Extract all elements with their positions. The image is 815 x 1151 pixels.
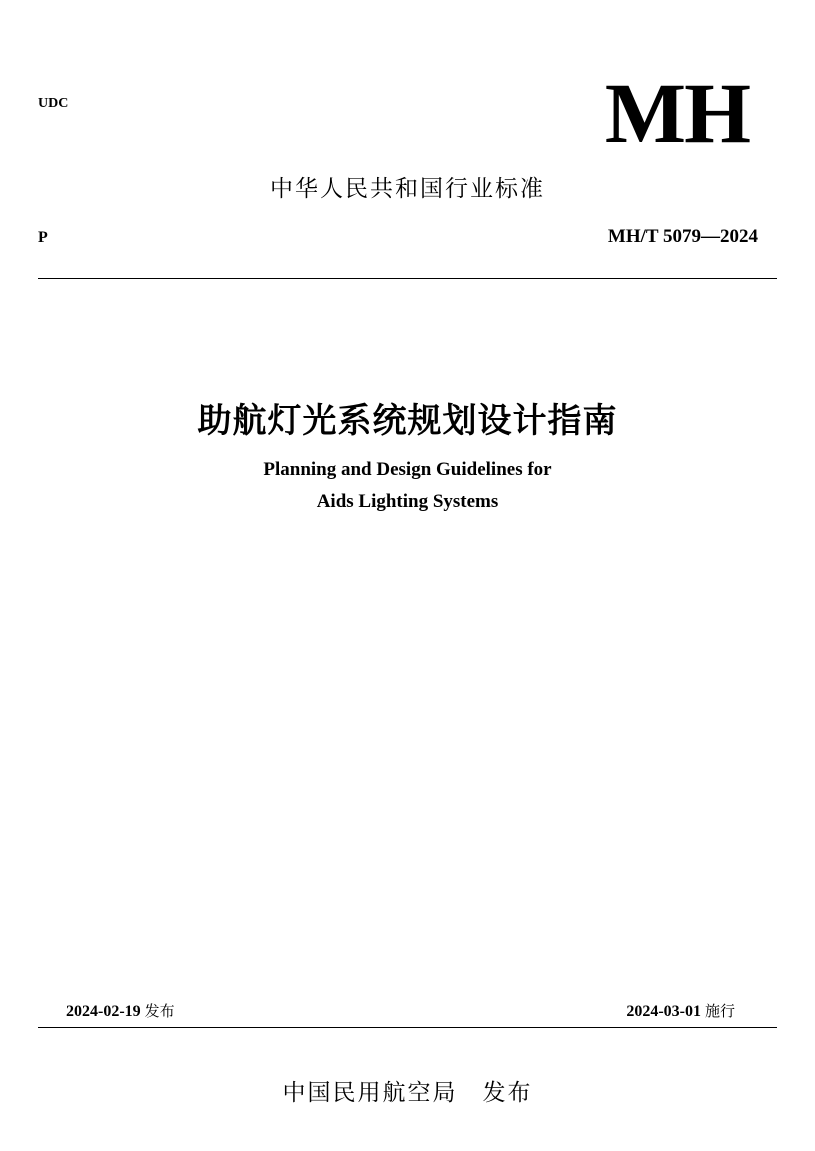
english-title-line-2: Aids Lighting Systems [316, 491, 499, 512]
publisher: 中国民用航空局 发布 [282, 1080, 533, 1106]
implement-date: 2024-03-01 [626, 1003, 701, 1020]
industry-standard-heading [0, 170, 815, 203]
chinese-title: 助航灯光系统规划设计指南 [197, 401, 618, 441]
mh-logo: MH [604, 65, 749, 161]
industry-standard-text: 中华人民共和国行业标准 [270, 176, 545, 202]
standard-code: MH/T 5079—2024 [607, 226, 758, 247]
top-divider [38, 278, 777, 279]
bottom-divider [38, 1027, 777, 1028]
english-title-line-1: Planning and Design Guidelines for [263, 459, 552, 480]
issue-date: 2024-02-19 [66, 1003, 141, 1020]
issue-date-block [66, 1000, 175, 1021]
implement-date-block [626, 1000, 735, 1021]
udc-label: UDC [38, 96, 69, 111]
issue-label: 发布 [144, 1002, 175, 1020]
classification-code: P [38, 229, 48, 246]
implement-label: 施行 [704, 1002, 735, 1020]
